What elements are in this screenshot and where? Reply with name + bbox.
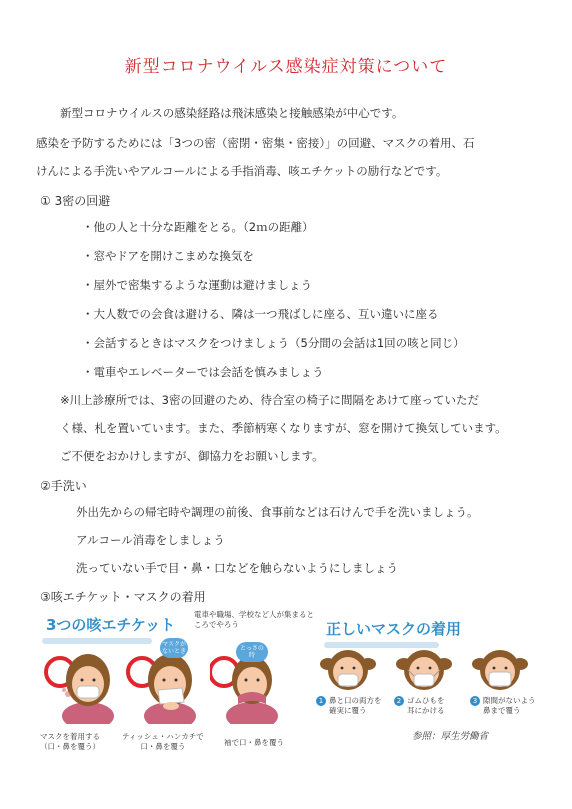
mask-step-1-figure <box>316 644 380 692</box>
correct-mask-illustration <box>310 612 540 732</box>
mask-step-3 <box>470 696 536 716</box>
bullet-train: ・電車やエレベーターでは会話を慎みましょう <box>82 365 324 379</box>
section-1-heading: ① 3密の回避 <box>40 194 111 208</box>
mask-step-2-text: ゴムひもを 耳にかける <box>407 696 445 715</box>
cough-etiquette-illustration <box>36 608 314 758</box>
bullet-ventilation: ・窓やドアを開けこまめな換気を <box>82 249 254 263</box>
bullet-distance: ・他の人と十分な距離をとる。（2ｍの距離） <box>82 220 314 234</box>
handwash-line-3: 洗っていない手で目・鼻・口などを触らないようにしましょう <box>76 561 398 575</box>
mask-step-1-text: 鼻と口の両方を 確実に覆う <box>329 696 382 715</box>
clinic-note-1: ※川上診療所では、3密の回避のため、待合室の椅子に間隔をあけて座っていただ <box>60 393 479 407</box>
reference-source: 参照：厚生労働省 <box>412 731 489 742</box>
section-3-heading: ③咳エチケット・マスクの着用 <box>40 590 206 604</box>
mask-step-1 <box>316 696 382 716</box>
caption-tissue: ティッシュ・ハンカチで 口・鼻を覆う <box>122 732 204 751</box>
mask-step-2-figure <box>392 644 456 692</box>
person-covering-with-tissue-figure <box>124 646 206 724</box>
intro-line-3: けんによる手洗いやアルコールによる手指消毒、咳エチケットの励行などです。 <box>36 164 448 178</box>
intro-line-2: 感染を予防するためには「3つの密（密閉・密集・密接）」の回避、マスクの着用、石 <box>36 136 475 150</box>
step-number-2: 2 <box>394 696 404 706</box>
caption-sleeve: 袖で口・鼻を覆う <box>224 738 284 747</box>
cough-etiquette-title: 3つの咳エチケット <box>46 616 176 634</box>
bubble-no-mask: マスクがないとき <box>160 638 188 658</box>
correct-mask-title: 正しいマスクの着用 <box>326 620 462 638</box>
clinic-note-2: く様、札を置いています。また、季節柄寒くなりますが、窓を開けて換気しています。 <box>60 421 507 435</box>
person-wearing-mask-figure <box>38 646 120 724</box>
bullet-conversation: ・会話するときはマスクをつけましょう（5分間の会話は1回の咳と同じ） <box>82 336 465 350</box>
cough-etiquette-note: 電車や職場、学校など人が集まるところでやろう <box>194 610 314 629</box>
intro-line-1: 新型コロナウイルスの感染経路は飛沫感染と接触感染が中心です。 <box>60 106 404 120</box>
mask-step-3-text: 隙間がないよう 鼻まで覆う <box>483 696 536 715</box>
clinic-note-3: ご不便をおかけしますが、御協力をお願いします。 <box>60 449 324 463</box>
cough-title-underline <box>42 638 152 644</box>
bubble-sudden: とっさの時 <box>236 642 268 662</box>
mask-step-3-figure <box>468 644 532 692</box>
step-number-3: 3 <box>470 696 480 706</box>
bullet-outdoor: ・屋外で密集するような運動は避けましょう <box>82 278 312 292</box>
caption-mask: マスクを着用する （口・鼻を覆う） <box>40 732 100 751</box>
step-number-1: 1 <box>316 696 326 706</box>
handwash-line-2: アルコール消毒をしましょう <box>76 533 225 547</box>
handwash-line-1: 外出先からの帰宅時や調理の前後、食事前などは石けんで手を洗いましょう。 <box>76 505 479 519</box>
page-title: 新型コロナウイルス感染症対策について <box>124 57 448 77</box>
section-2-heading: ②手洗い <box>40 479 87 493</box>
bullet-dining: ・大人数での会食は避ける、隣は一つ飛ばしに座る、互い違いに座る <box>82 307 439 321</box>
mask-step-2 <box>394 696 445 716</box>
